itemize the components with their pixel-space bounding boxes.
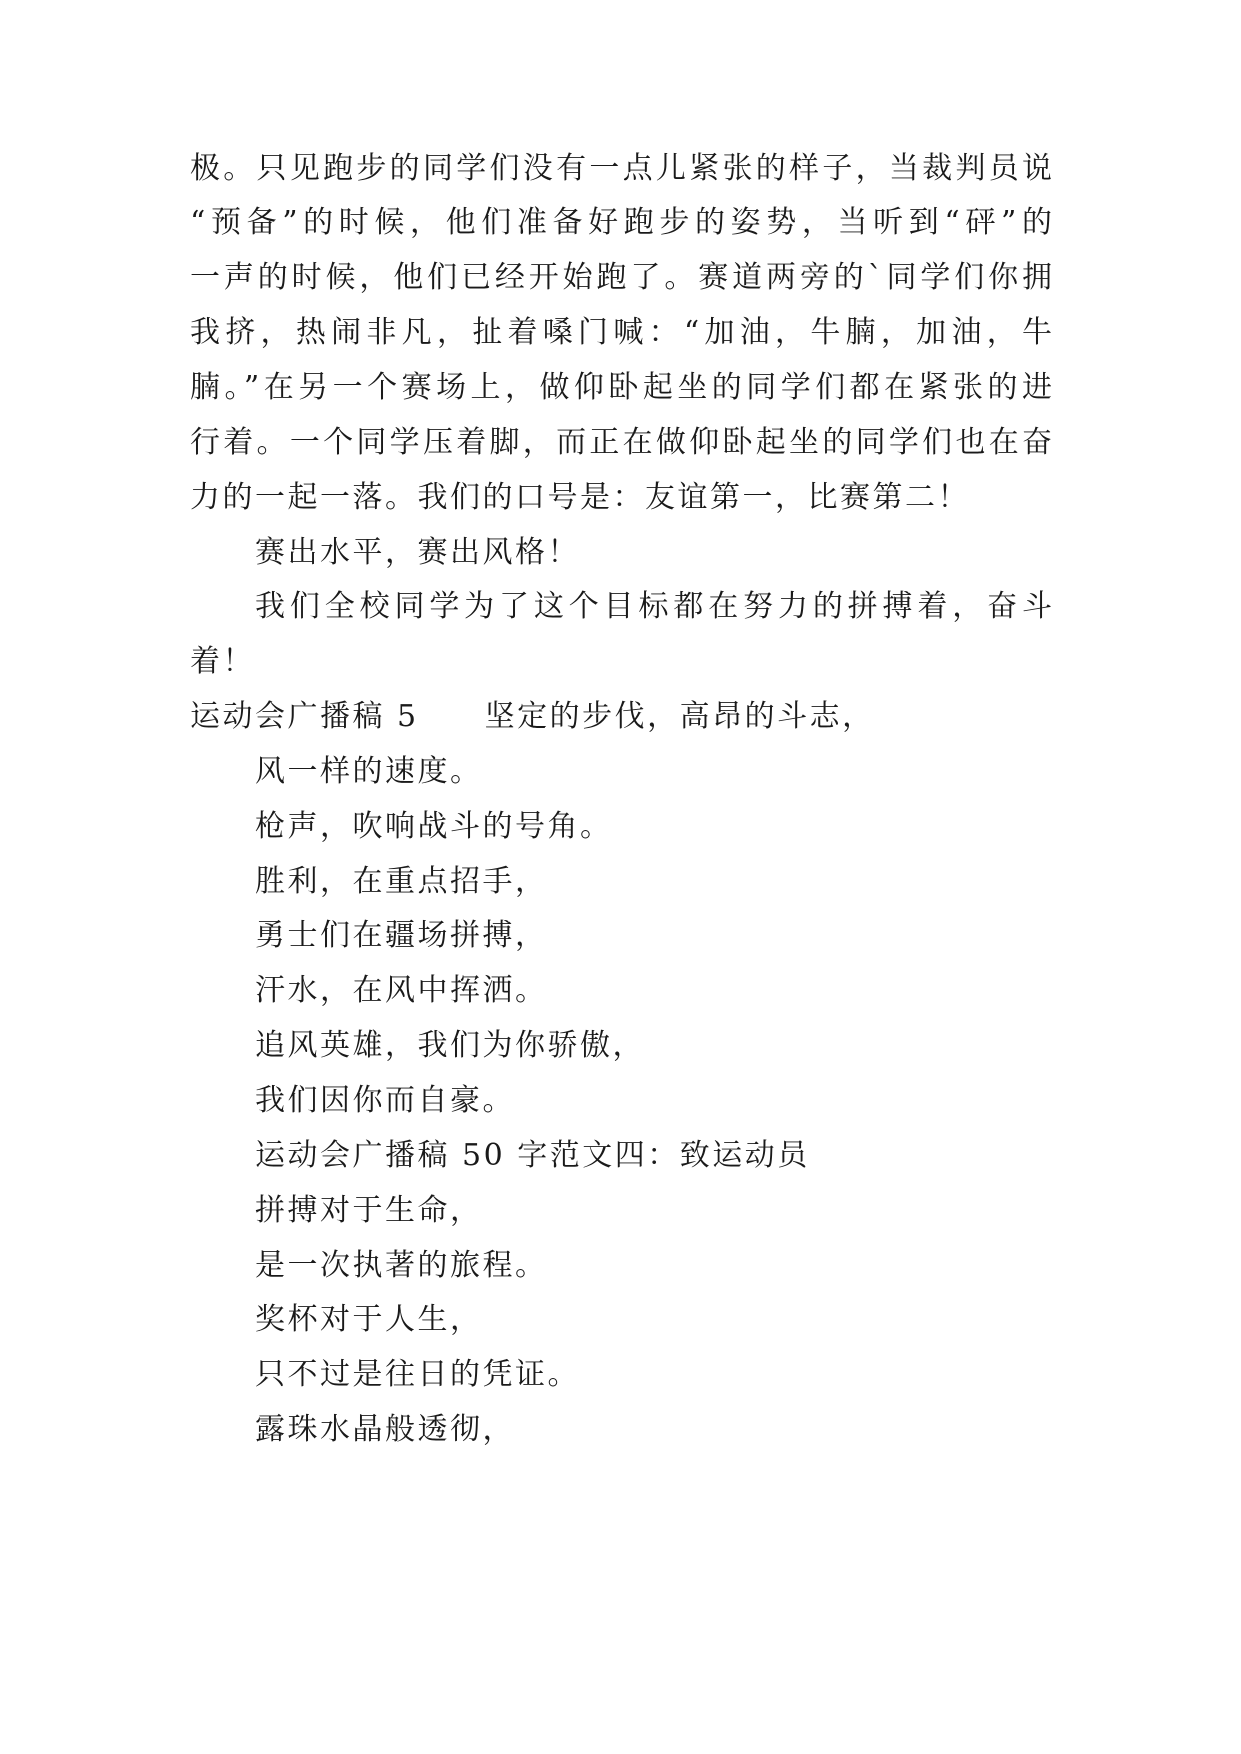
heading-line (190, 697, 1052, 737)
paragraph-line: “预备”的时候，他们准备好跑步的姿势，当听到“砰”的 (190, 205, 1052, 240)
poem-line: 我们因你而自豪。 (255, 1083, 515, 1118)
section-heading: 运动会广播稿 50 字范文四：致运动员 (255, 1138, 810, 1173)
poem-line: 只不过是往日的凭证。 (255, 1357, 580, 1392)
poem-line: 枪声，吹响战斗的号角。 (255, 809, 613, 844)
poem-line: 风一样的速度。 (255, 754, 483, 789)
poem-line: 汗水，在风中挥洒。 (255, 973, 548, 1008)
poem-line: 露珠水晶般透彻， (255, 1412, 515, 1447)
poem-line: 坚定的步伐，高昂的斗志， (484, 699, 875, 734)
poem-line: 追风英雄，我们为你骄傲， (255, 1028, 645, 1063)
poem-line: 是一次执著的旅程。 (255, 1248, 548, 1283)
paragraph-line: 力的一起一落。我们的口号是：友谊第一，比赛第二！ (190, 480, 970, 515)
poem-line: 奖杯对于人生， (255, 1302, 483, 1337)
paragraph-line: 行着。一个同学压着脚，而正在做仰卧起坐的同学们也在奋 (190, 425, 1052, 460)
paragraph-line: 我挤，热闹非凡，扯着嗓门喊：“加油，牛腩，加油，牛 (190, 315, 1052, 350)
paragraph-line: 我们全校同学为了这个目标都在努力的拼搏着，奋斗 (255, 589, 1052, 624)
poem-line: 胜利，在重点招手， (255, 864, 548, 899)
poem-line: 拼搏对于生命， (255, 1193, 483, 1228)
paragraph-line: 极。只见跑步的同学们没有一点儿紧张的样子，当裁判员说 (190, 151, 1052, 186)
paragraph-line: 腩。”在另一个赛场上，做仰卧起坐的同学们都在紧张的进 (190, 370, 1052, 405)
section-heading: 运动会广播稿 5 (190, 699, 419, 734)
paragraph-line: 赛出水平，赛出风格！ (255, 535, 580, 570)
paragraph-line: 着！ (190, 644, 255, 679)
paragraph-line: 一声的时候，他们已经开始跑了。赛道两旁的`同学们你拥 (190, 260, 1052, 295)
poem-line: 勇士们在疆场拼搏， (255, 918, 548, 953)
